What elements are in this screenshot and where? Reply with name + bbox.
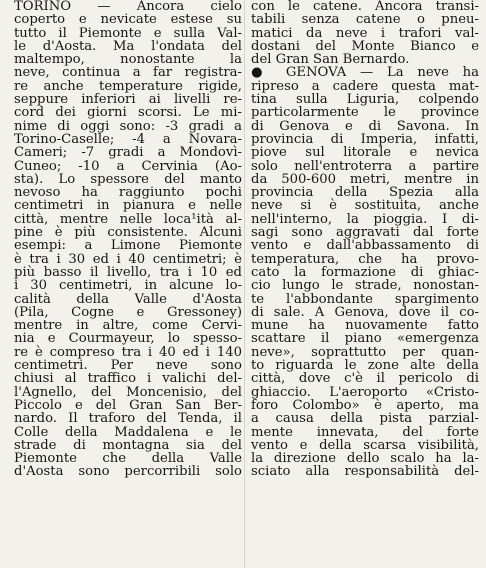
text-line: del Gran San Bernardo. <box>251 52 410 68</box>
text-line: di Genova e di Savona. In <box>251 118 479 134</box>
text-line: le d'Aosta. Ma l'ondata del <box>14 38 242 54</box>
text-line: seppure inferiori ai livelli re- <box>14 92 242 108</box>
text-line: foro Colombo» è aperto, ma <box>251 397 479 413</box>
text-line: tabili senza catene o pneu- <box>251 12 479 28</box>
text-line: (Pila, Cogne e Gressoney) <box>14 304 242 320</box>
text-line: maltempo, nonostante la <box>14 52 242 68</box>
text-line: ghiaccio. L'aeroporto «Cristo- <box>251 384 479 400</box>
text-line: re anche temperature rigide, <box>14 78 242 94</box>
text-line: calità della Valle d'Aosta <box>14 291 242 307</box>
text-line: nime di oggi sono: -3 gradi a <box>14 118 242 134</box>
text-line: esempi: a Limone Piemonte <box>14 238 242 254</box>
text-line: Cameri; -7 gradi a Mondovì- <box>14 145 242 161</box>
text-line: più basso il livello, tra i 10 ed <box>14 264 242 280</box>
text-line: Piccolo e del Gran San Ber- <box>14 397 242 413</box>
text-line: nia e Courmayeur, lo spesso- <box>14 331 242 347</box>
text-line: vento e dall'abbassamento di <box>251 238 479 254</box>
text-line: Cuneo; -10 a Cervinia (Ao- <box>14 158 242 174</box>
text-line: dostani del Monte Bianco e <box>251 38 479 54</box>
text-line: neve si è sostituita, anche <box>251 198 479 214</box>
text-line: TORINO — Ancora cielo <box>14 0 242 14</box>
text-line: tutto il Piemonte e sulla Val- <box>14 25 242 41</box>
text-line: ripreso a cadere questa mat- <box>251 78 479 94</box>
text-line: cord dei giorni scorsi. Le mi- <box>14 105 242 121</box>
text-line: i 30 centimetri, in alcune lo- <box>14 278 242 294</box>
text-line: re è compreso tra i 40 ed i 140 <box>14 344 242 360</box>
text-line: particolarmente le province <box>251 105 479 121</box>
text-line: to riguarda le zone alte della <box>251 358 479 374</box>
text-line: provincia della Spezia alla <box>251 185 479 201</box>
text-line: la direzione dello scalo ha la- <box>251 451 479 467</box>
text-line: centimetri. Per neve sono <box>14 358 242 374</box>
text-line: città, dove c'è il pericolo di <box>251 371 479 387</box>
text-line: strade di montagna sia del <box>14 437 242 453</box>
text-line: nardo. Il traforo del Tenda, il <box>14 411 242 427</box>
text-line: neve, continua a far registra- <box>14 65 242 81</box>
text-line: sta). Lo spessore del manto <box>14 171 242 187</box>
text-line: chiusi al traffico i valichi del- <box>14 371 242 387</box>
text-line: di sale. A Genova, dove il co- <box>251 304 479 320</box>
text-line: l'Agnello, del Moncenisio, del <box>14 384 242 400</box>
text-line: pine è più consistente. Alcuni <box>14 225 242 241</box>
text-line: nevoso ha raggiunto pochi <box>14 185 242 201</box>
text-line: coperto e nevicate estese su <box>14 12 242 28</box>
text-line: mente innevata, del forte <box>251 424 479 440</box>
text-line: sagi sono aggravati dal forte <box>251 225 479 241</box>
text-line: ● GENOVA — La neve ha <box>251 65 479 81</box>
text-line: solo nell'entroterra a partire <box>251 158 479 174</box>
text-line: d'Aosta sono percorribili solo <box>14 464 242 480</box>
text-line: provincia di Imperia, infatti, <box>251 131 479 147</box>
text-line: mentre in altre, come Cervi- <box>14 318 242 334</box>
text-line: matici da neve i trafori val- <box>251 25 479 41</box>
text-line: piove sul litorale e nevica <box>251 145 479 161</box>
text-line: con le catene. Ancora transi- <box>251 0 479 14</box>
article-column-right <box>251 0 479 479</box>
text-line: neve», soprattutto per quan- <box>251 344 479 360</box>
text-line: mune ha nuovamente fatto <box>251 318 479 334</box>
text-line: vento e della scarsa visibilità, <box>251 437 479 453</box>
text-line: cato la formazione di ghiac- <box>251 264 479 280</box>
text-line: sciato alla responsabilità del- <box>251 464 479 480</box>
text-line: centimetri in pianura e nelle <box>14 198 242 214</box>
text-line: tina sulla Liguria, colpendo <box>251 92 479 108</box>
text-line: nell'interno, la pioggia. I di- <box>251 211 479 227</box>
text-line: cio lungo le strade, nonostan- <box>251 278 479 294</box>
text-line: è tra i 30 ed i 40 centimetri; è <box>14 251 242 267</box>
text-line: scattare il piano «emergenza <box>251 331 479 347</box>
text-line: Torino-Caselle; -4 a Novara- <box>14 131 242 147</box>
text-line: da 500-600 metri, mentre in <box>251 171 479 187</box>
text-line: città, mentre nelle loca¹ità al- <box>14 211 242 227</box>
text-line: temperatura, che ha provo- <box>251 251 479 267</box>
text-line: Piemonte che della Valle <box>14 451 242 467</box>
article-column-left <box>14 0 242 479</box>
column-divider <box>244 0 245 568</box>
text-line: Colle della Maddalena e le <box>14 424 242 440</box>
text-line: a causa della pista parzial- <box>251 411 479 427</box>
text-line: te l'abbondante spargimento <box>251 291 479 307</box>
